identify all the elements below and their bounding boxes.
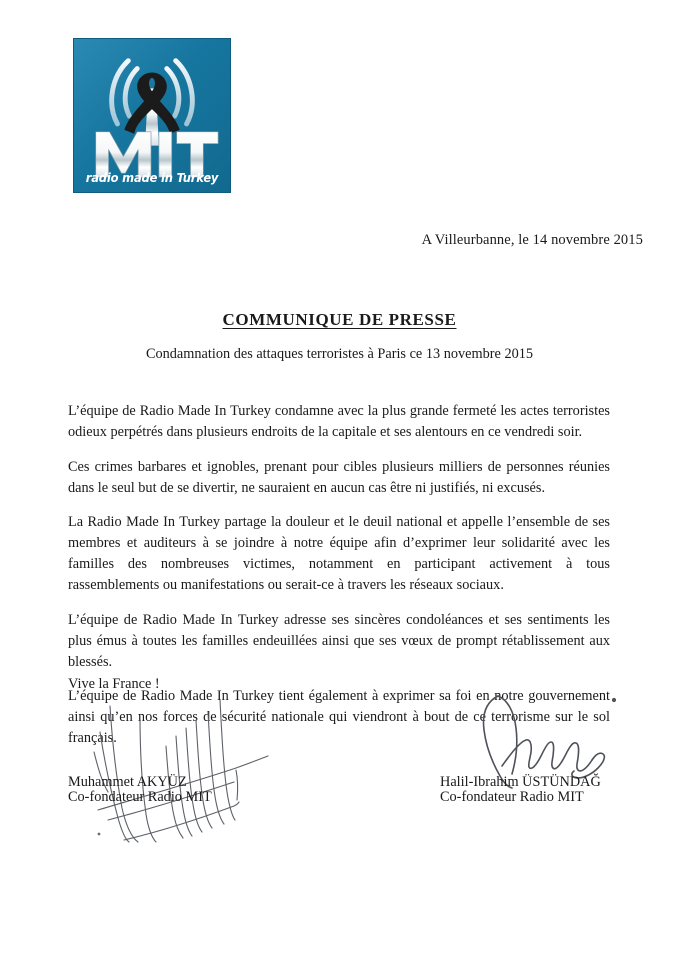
dateline: A Villeurbanne, le 14 novembre 2015 bbox=[421, 232, 643, 248]
logo-background bbox=[73, 38, 231, 193]
logo-tagline: radio made in Turkey bbox=[85, 170, 219, 185]
closing-line: Vive la France ! bbox=[68, 676, 160, 692]
handwritten-signature-icon bbox=[88, 692, 308, 850]
signatory-role: Co-fondateur Radio MIT bbox=[68, 789, 212, 805]
title-container bbox=[0, 310, 679, 330]
paragraph: La Radio Made In Turkey partage la douleur et le deuil national et appelle l’ensemble de ses membres et auditeurs à se joindre à notre équipe afin d’exprimer leur solidarité avec les familles des nombreuses victimes, notamment en participant activement à tous rassemblements ou manifestations ou serait-ce à travers les réseaux sociaux. bbox=[68, 514, 610, 594]
signature-area bbox=[0, 690, 679, 870]
signatory-role: Co-fondateur Radio MIT bbox=[440, 789, 584, 805]
mit-radio-logo bbox=[73, 38, 231, 193]
paragraph: Ces crimes barbares et ignobles, prenant pour cibles plusieurs milliers de personnes réunies dans le seul but de se divertir, ne sauraient en aucun cas être ni justifiés, ni excusés. bbox=[68, 458, 610, 496]
page-subtitle: Condamnation des attaques terroristes à Paris ce 13 novembre 2015 bbox=[145, 346, 534, 362]
page-title: COMMUNIQUE DE PRESSE bbox=[222, 310, 457, 329]
paragraph: L’équipe de Radio Made In Turkey tient également à exprimer sa foi en notre gouvernement ainsi qu’en nos forces de sécurité nationale qui viendront à bout de ce terrorisme sur le sol français. bbox=[68, 688, 610, 747]
signatory-name: Halil-Ibrahim ÜSTÜNDAĞ bbox=[440, 774, 601, 790]
paragraph: L’équipe de Radio Made In Turkey condamne avec la plus grande fermeté les actes terroristes odieux perpétrés dans plusieurs endroits de la capitale et ses alentours en ce vendredi soir. bbox=[68, 403, 610, 441]
signatory-name: Muhammet AKYÜZ bbox=[68, 774, 187, 790]
paragraph: L’équipe de Radio Made In Turkey adresse ses sincères condoléances et ses sentiments les plus émus à toutes les familles endeuillées ainsi que ses vœux de prompt rétablissement aux blessés. bbox=[68, 611, 610, 670]
